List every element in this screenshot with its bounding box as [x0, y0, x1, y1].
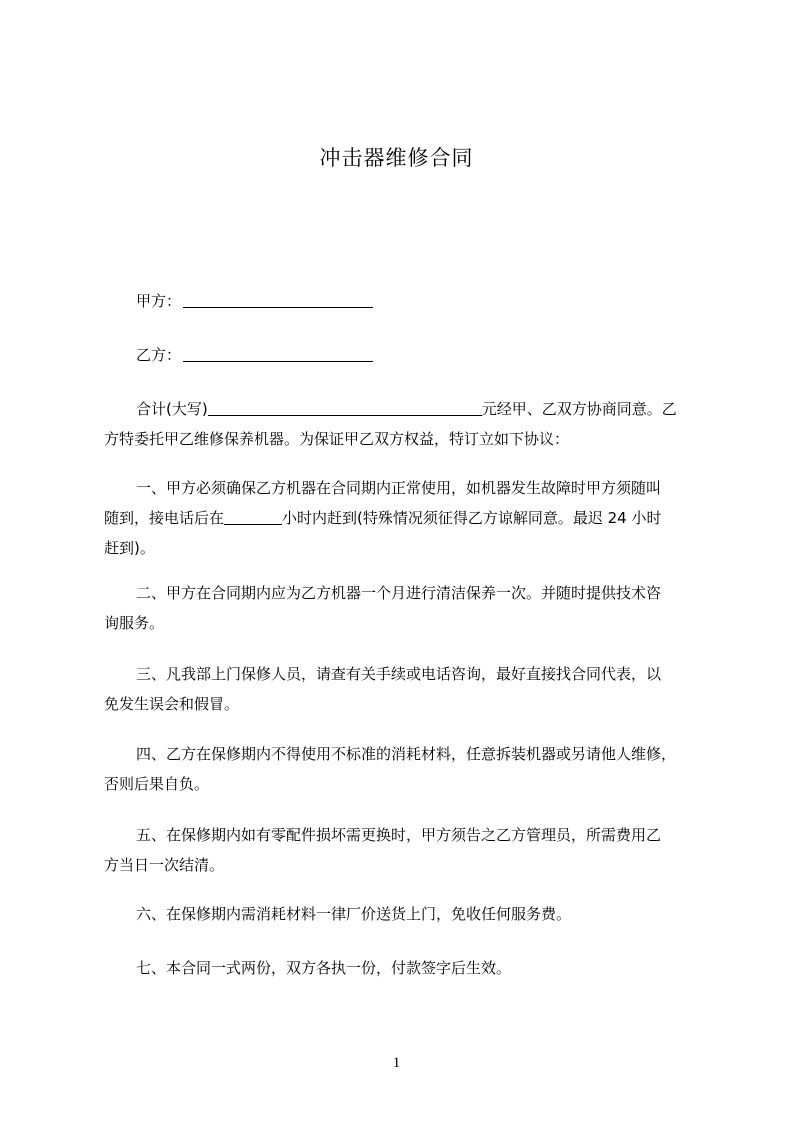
clause-5-line-2: 方当日一次结清。: [104, 856, 225, 874]
party-b-blank: [183, 343, 373, 362]
total-suffix: 元经甲、乙双方协商同意。乙: [481, 400, 677, 418]
clause-2-line-1: 二、甲方在合同期内应为乙方机器一个月进行清洁保养一次。并随时提供技术咨: [136, 584, 662, 602]
clause-7: [104, 953, 704, 983]
clause-1-line-1: 一、甲方必须确保乙方机器在合同期内正常使用，如机器发生故障时甲方须随叫: [136, 479, 662, 497]
clause-1-line-3: 赶到)。: [104, 539, 155, 557]
clause-4-line-2: 否则后果自负。: [104, 775, 210, 793]
clause-4: [104, 739, 704, 799]
party-a-blank: [183, 289, 373, 308]
page-number: 1: [392, 1055, 401, 1071]
clause-1-suffix: 小时内赶到(特殊情况须征得乙方谅解同意。最迟 24 小时: [282, 509, 662, 527]
clause-5-line-1: 五、在保修期内如有零配件损坏需更换时，甲方须告之乙方管理员，所需费用乙: [136, 826, 662, 844]
clause-6-line-1: 六、在保修期内需消耗材料一律厂价送货上门，免收任何服务费。: [136, 905, 572, 923]
clause-2-line-2: 询服务。: [104, 614, 165, 632]
clause-1: [104, 473, 704, 563]
clause-1-prefix: 随到，接电话后在: [104, 509, 225, 527]
total-line-2: 方特委托甲乙维修保养机器。为保证甲乙双方权益，特订立如下协议：: [104, 430, 570, 448]
clause-1-line-2: [104, 503, 704, 533]
total-paragraph: [104, 394, 704, 454]
clause-5: [104, 820, 704, 880]
clause-6: [104, 899, 704, 929]
party-b-line: [104, 340, 704, 370]
party-a-line: [104, 286, 704, 316]
party-a-label: 甲方：: [136, 292, 182, 310]
total-blank-1: [208, 397, 320, 416]
clause-3-line-2: 免发生误会和假冒。: [104, 695, 240, 713]
party-b-label: 乙方：: [136, 346, 182, 364]
clause-4-line-1: 四、乙方在保修期内不得使用不标准的消耗材料，任意拆装机器或另请他人维修，: [136, 745, 677, 763]
total-prefix: 合计(大写): [136, 400, 208, 418]
total-blank-2: [320, 397, 482, 416]
clause-3-line-1: 三、凡我部上门保修人员，请查有关手续或电话咨询，最好直接找合同代表，以: [136, 665, 662, 683]
clause-7-line-1: 七、本合同一式两份，双方各执一份，付款签字后生效。: [136, 959, 512, 977]
hours-blank: [224, 506, 282, 525]
clause-2: [104, 578, 704, 638]
total-line-1: [104, 394, 704, 424]
clause-3: [104, 659, 704, 719]
document-title: 冲击器维修合同: [319, 146, 474, 170]
